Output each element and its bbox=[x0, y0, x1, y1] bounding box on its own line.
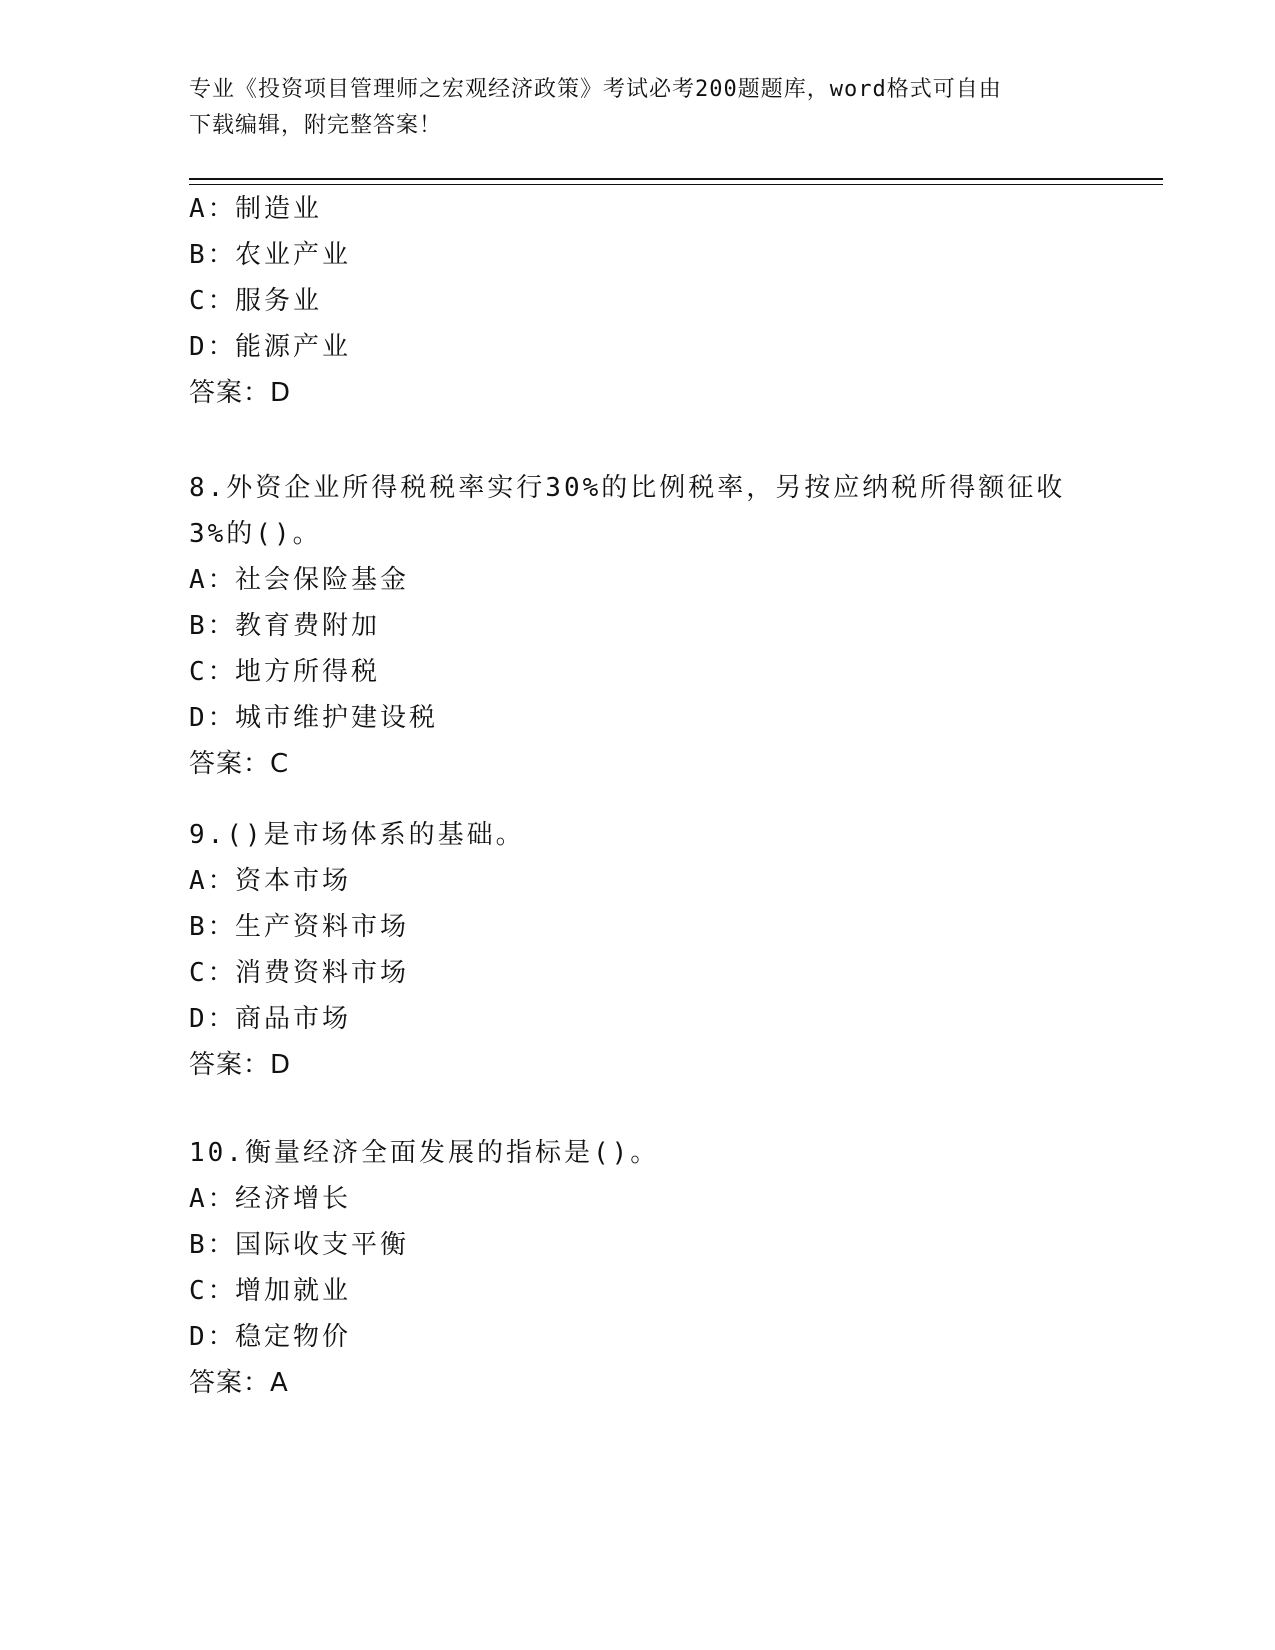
question-stem: 8.外资企业所得税税率实行30%的比例税率，另按应纳税所得额征收 bbox=[189, 473, 1066, 503]
option-c: C：增加就业 bbox=[189, 1276, 352, 1306]
answer-line: 答案：D bbox=[189, 1050, 292, 1080]
header-divider-thin bbox=[189, 184, 1163, 185]
header-divider-thick bbox=[189, 178, 1163, 180]
answer-line: 答案：D bbox=[189, 378, 292, 408]
option-a: A：经济增长 bbox=[189, 1184, 352, 1214]
option-b: B：国际收支平衡 bbox=[189, 1230, 410, 1260]
question-10 bbox=[189, 1130, 1089, 1406]
answer-line: 答案：A bbox=[189, 1368, 289, 1398]
option-a: A：制造业 bbox=[189, 194, 323, 224]
option-d: D：城市维护建设税 bbox=[189, 703, 439, 733]
question-stem: 10.衡量经济全面发展的指标是()。 bbox=[189, 1138, 660, 1168]
option-a: A：社会保险基金 bbox=[189, 565, 410, 595]
header-line-1: 专业《投资项目管理师之宏观经济政策》考试必考200题题库，word格式可自由 bbox=[189, 77, 1002, 102]
answer-line: 答案：C bbox=[189, 749, 290, 779]
question-stem: 9.()是市场体系的基础。 bbox=[189, 820, 525, 850]
option-b: B：生产资料市场 bbox=[189, 912, 410, 942]
document-header bbox=[189, 72, 1089, 144]
question-7 bbox=[189, 186, 1089, 416]
option-b: B：教育费附加 bbox=[189, 611, 381, 641]
option-d: D：稳定物价 bbox=[189, 1322, 352, 1352]
question-9 bbox=[189, 812, 1089, 1088]
option-a: A：资本市场 bbox=[189, 866, 352, 896]
question-8 bbox=[189, 465, 1089, 787]
header-line-2: 下载编辑，附完整答案！ bbox=[189, 113, 443, 138]
option-d: D：商品市场 bbox=[189, 1004, 352, 1034]
option-b: B：农业产业 bbox=[189, 240, 352, 270]
option-d: D：能源产业 bbox=[189, 332, 352, 362]
option-c: C：消费资料市场 bbox=[189, 958, 410, 988]
option-c: C：服务业 bbox=[189, 286, 323, 316]
option-c: C：地方所得税 bbox=[189, 657, 381, 687]
question-stem-continued: 3%的()。 bbox=[189, 519, 322, 549]
